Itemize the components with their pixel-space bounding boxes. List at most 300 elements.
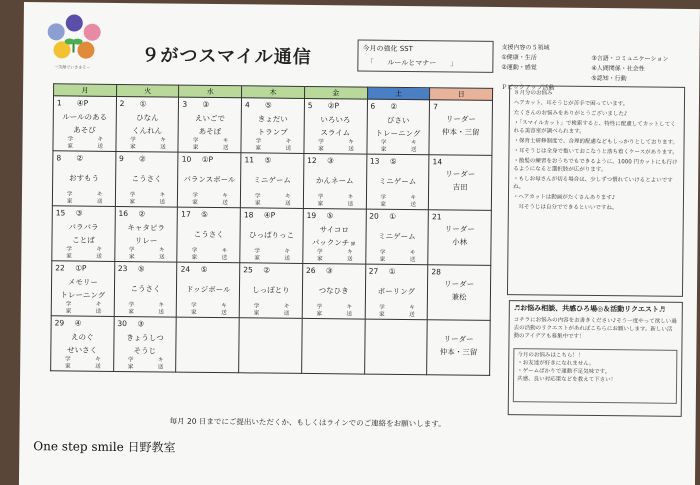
monthly-paragraph: ・ヘアカットは動画がたくさんあります♪ [512, 194, 616, 202]
calendar-day [116, 96, 179, 152]
day-number: 2 [119, 99, 125, 109]
domain-code: ③ [327, 156, 334, 166]
flag-school: 学 [380, 194, 386, 201]
flag-school: 学 [129, 247, 135, 254]
domain-code: ②P [327, 101, 340, 111]
attendance-flags [118, 137, 178, 152]
flag-ki: キ [347, 249, 353, 256]
attendance-flags [304, 304, 364, 319]
calendar-day [178, 97, 241, 153]
flag-transport: 送 [96, 253, 102, 260]
newsletter-sheet [19, 2, 700, 485]
calendar-day [365, 264, 428, 320]
day-number: 5 [307, 100, 313, 111]
flag-home: 家 [254, 255, 260, 262]
day-number: 9 [119, 154, 124, 164]
activity-line: キャタピラ [127, 223, 165, 233]
flag-home: 家 [65, 363, 71, 370]
flag-ki: キ [96, 191, 103, 198]
leader-assignment [428, 277, 490, 304]
activity-name [367, 114, 429, 141]
calendar-day [301, 318, 364, 374]
flag-school: 学 [379, 249, 386, 256]
activity-line: サイコロ [319, 225, 349, 235]
attendance-flags [242, 303, 302, 318]
logo-face-top [66, 14, 83, 31]
leader-assignment [429, 222, 491, 249]
flag-home: 家 [380, 201, 386, 208]
flag-transport: 送 [221, 310, 227, 317]
calendar-day [239, 263, 302, 319]
flag-ki: キ [284, 193, 291, 200]
day-number: 25 [243, 265, 253, 275]
calendar-day [365, 209, 428, 265]
activity-line: あそび [73, 125, 96, 135]
flag-transport: 送 [348, 146, 354, 153]
flag-home: 家 [255, 145, 262, 152]
day-number: 12 [307, 155, 317, 166]
day-number: 15 [55, 208, 66, 218]
activity-line: リーダー [444, 224, 475, 234]
attendance-flags [116, 357, 176, 372]
flag-home: 家 [317, 256, 323, 263]
activity-line: ドッジボール [185, 284, 231, 295]
activity-line: 仲本・三留 [439, 347, 478, 357]
flag-ki: キ [410, 195, 416, 202]
logo-face-left [48, 23, 65, 40]
calendar-day [177, 262, 240, 318]
activity-line: トレーニング [375, 128, 421, 139]
flag-home: 家 [66, 198, 73, 205]
flag-transport: 送 [159, 199, 166, 206]
calendar-day [366, 154, 429, 210]
attendance-flags [180, 193, 240, 208]
calendar-day [53, 96, 116, 152]
calendar-day [51, 316, 114, 372]
flag-home: 家 [254, 200, 261, 207]
flag-school: 学 [317, 194, 324, 201]
activity-line: トレーニング [60, 290, 106, 300]
attendance-flags [368, 195, 428, 210]
activity-line: スライム [320, 128, 351, 138]
flag-school: 学 [191, 247, 198, 254]
flag-school: 学 [380, 139, 387, 146]
attendance-flags [305, 249, 365, 264]
calendar-day [114, 206, 177, 262]
weekday-header-thu: 木 [242, 86, 305, 99]
area-item: Ｐピックアップ活動 [501, 84, 555, 92]
calendar-day [303, 208, 366, 264]
calendar-day [429, 155, 492, 211]
attendance-flags [179, 303, 239, 318]
monthly-paragraph: 耳そうじは自分でできるといいですね。 [512, 204, 618, 212]
newsletter-title: ９がつスマイル通信 [141, 45, 312, 69]
flag-school: 学 [253, 303, 260, 310]
flag-school: 学 [192, 137, 199, 144]
activity-line: メモリー [67, 277, 98, 287]
activity-line: 吉田 [452, 182, 468, 192]
day-number: 4 [244, 100, 250, 110]
calendar-day [240, 153, 303, 209]
calendar-day [52, 206, 115, 262]
activity-line: えのぐ [71, 332, 94, 342]
flag-home: 家 [379, 311, 385, 318]
flag-ki: キ [160, 137, 166, 144]
activity-line: リーダー [444, 279, 475, 289]
activity-line: ミニゲーム [378, 231, 416, 242]
activity-name [242, 112, 304, 139]
support-areas-heading: 支援内容の５領域 [501, 44, 550, 52]
calendar-day [429, 100, 492, 156]
flag-transport: 送 [347, 201, 354, 208]
footer-classroom: One step smile 日野教室 [33, 439, 176, 455]
flag-ki: キ [347, 194, 354, 201]
flag-transport: 送 [285, 145, 292, 152]
day-number: 27 [368, 266, 379, 276]
flag-transport: 送 [347, 256, 353, 263]
flag-transport: 送 [409, 312, 415, 319]
weekday-header-sun: 日 [430, 88, 493, 101]
flag-school: 学 [316, 304, 323, 311]
flag-home: 家 [129, 199, 136, 206]
activity-calendar [50, 83, 493, 376]
calendar-day [427, 265, 490, 321]
flag-school: 学 [318, 139, 324, 146]
day-number: 23 [117, 263, 128, 274]
attendance-flags [243, 138, 303, 153]
calendar-day [114, 261, 177, 317]
flag-school: 学 [66, 246, 72, 253]
flag-home: 家 [191, 309, 197, 316]
monthly-concerns-panel [507, 85, 685, 297]
activity-line: えいごで [194, 113, 226, 124]
day-number: 10 [181, 154, 192, 164]
domain-code: ①P [201, 154, 214, 164]
domain-code: ⑤ [201, 209, 208, 219]
weekday-header-sat: 土 [367, 87, 430, 100]
flag-home: 家 [66, 253, 72, 260]
activity-line: リーダー [443, 334, 474, 344]
attendance-flags [367, 305, 427, 320]
flag-ki: キ [95, 301, 102, 308]
attendance-flags [117, 192, 177, 207]
activity-line: ミニゲーム [378, 176, 417, 187]
activity-name [52, 275, 114, 302]
flag-ki: キ [221, 248, 228, 255]
domain-code: ② [76, 153, 84, 163]
domain-code: ⑤ [200, 264, 208, 274]
calendar-day [52, 151, 115, 207]
activity-line: きょうしつ [126, 333, 164, 343]
monthly-paragraph: ・もしお母さんが切る場合は、少しずつ慣れていけるとよいですね。 [513, 176, 673, 191]
attendance-flags [243, 193, 303, 208]
activity-name [366, 230, 428, 244]
day-number: 18 [243, 210, 254, 220]
flag-ki: キ [159, 192, 166, 199]
activity-line: リーダー [445, 114, 476, 124]
calendar-day [427, 320, 490, 376]
calendar-day [115, 151, 178, 207]
activity-name [115, 282, 177, 296]
flag-transport: 送 [96, 198, 103, 205]
day-number: 16 [118, 209, 129, 219]
leader-assignment [429, 167, 491, 194]
flag-home: 家 [316, 311, 323, 318]
day-number: 13 [369, 156, 380, 166]
flag-school: 学 [317, 249, 323, 256]
flag-transport: 送 [158, 309, 164, 316]
flag-home: 家 [191, 254, 198, 261]
flag-transport: 送 [410, 202, 416, 209]
day-number: 6 [370, 101, 376, 111]
weekday-header-wed: 水 [179, 85, 242, 98]
weekday-header-mon: 月 [54, 84, 117, 97]
calendar-day [51, 261, 114, 317]
flag-home: 家 [318, 146, 324, 153]
domain-code: ⑤ [137, 264, 145, 274]
flag-transport: 送 [95, 308, 102, 315]
activity-line: おすもう [68, 173, 100, 183]
flag-home: 家 [127, 364, 134, 371]
focus-value: 「 ルールとマナー 」 [366, 58, 458, 68]
flag-ki: キ [221, 303, 227, 310]
day-number: 28 [431, 267, 442, 277]
flag-ki: キ [222, 138, 229, 145]
activity-line: こうさく [131, 174, 162, 184]
flag-ki: キ [409, 250, 416, 257]
activity-line: いろいろ [320, 115, 351, 125]
monthly-paragraph: ・「スマイルカット」で検索すると、特性に配慮してカットしてくれる美容室が調べられます。 [513, 120, 676, 135]
domain-code: ② [390, 101, 398, 111]
day-number: 20 [369, 211, 379, 221]
activity-line: こうさく [130, 284, 161, 294]
domain-code: ①P [75, 263, 87, 273]
flag-ki: キ [284, 248, 290, 255]
monthly-paragraph: ・散髪の練習をおうちでもできるように、1000 円カットにも行けるようになると選択肢が広がります。 [513, 158, 678, 174]
flag-ki: キ [159, 247, 165, 254]
flag-transport: 送 [97, 143, 103, 150]
flag-home: 家 [130, 144, 136, 151]
area-item: ③言語・コミュニケーション [591, 54, 669, 63]
day-number: 19 [306, 210, 317, 221]
flag-ki: キ [348, 139, 354, 146]
flag-home: 家 [253, 310, 260, 317]
activity-line: トランプ [257, 127, 288, 137]
domain-code: ① [388, 266, 396, 276]
activity-name [304, 113, 366, 140]
flag-school: 学 [254, 193, 261, 200]
flag-transport: 送 [157, 364, 164, 371]
day-number: 8 [56, 153, 62, 163]
flag-school: 学 [254, 248, 260, 255]
flag-ki: キ [409, 305, 415, 312]
calendar-day [240, 208, 303, 264]
day-number: 22 [55, 263, 65, 273]
request-panel [508, 300, 683, 417]
calendar-day [239, 318, 302, 374]
request-line: ・ゲームばかりで運動不足気味です。 [517, 368, 611, 376]
monthly-paragraph: たくさんのお悩みをありがとうございました♪ [513, 110, 628, 118]
flag-school: 学 [379, 304, 385, 311]
monthly-paragraph: ・耳そうじは全身で抱いておこなうと落ち着くケースがあります。 [513, 148, 678, 156]
domain-code: ① [389, 211, 397, 221]
logo-tagline: 一笑顔でいきまそー [54, 64, 91, 70]
activity-line: せいさく [67, 345, 98, 355]
domain-code: ② [263, 265, 271, 275]
day-number: 30 [117, 318, 127, 329]
flag-school: 学 [66, 191, 73, 198]
flag-home: 家 [128, 309, 134, 316]
domain-code: ⑤ [264, 155, 272, 165]
logo-face-right [84, 24, 101, 41]
attendance-flags [242, 248, 302, 263]
activity-name [114, 331, 176, 358]
flag-transport: 送 [284, 200, 291, 207]
flag-ki: キ [346, 304, 353, 311]
activity-name [241, 173, 303, 187]
flag-school: 学 [127, 357, 134, 364]
flag-ki: キ [157, 357, 164, 364]
day-number: 24 [180, 264, 191, 274]
flag-transport: 送 [158, 254, 165, 261]
domain-code: ③ [202, 99, 210, 109]
calendar-day [241, 98, 304, 154]
flag-transport: 送 [221, 255, 228, 262]
flag-home: 家 [192, 199, 198, 206]
activity-name [240, 283, 302, 297]
activity-line: リレー [134, 236, 158, 246]
attendance-flags [181, 138, 241, 153]
flag-transport: 送 [409, 257, 416, 264]
activity-name [115, 221, 177, 248]
area-item: ④人間関係・社会性 [591, 64, 645, 73]
flag-ki: キ [283, 303, 290, 310]
domain-code: ④P [76, 98, 89, 108]
activity-name [367, 175, 429, 189]
attendance-flags [117, 247, 177, 262]
flag-transport: 送 [222, 200, 228, 207]
day-number: 17 [181, 209, 191, 219]
flag-school: 学 [130, 137, 136, 144]
flag-transport: 送 [283, 310, 290, 317]
activity-line: 小林 [452, 237, 468, 247]
attendance-flags [305, 194, 365, 209]
activity-line: びさい [386, 115, 410, 126]
day-number: 29 [54, 318, 65, 328]
flag-transport: 送 [95, 363, 101, 370]
weekday-header-tue: 火 [116, 84, 179, 97]
flag-school: 学 [65, 301, 72, 308]
area-item: ⑤認知・行動 [591, 74, 627, 83]
calendar-day [176, 317, 239, 373]
day-number: 1 [56, 98, 62, 108]
activity-name [178, 228, 240, 242]
activity-line: こうさく [193, 229, 224, 240]
leader-assignment [428, 332, 490, 359]
flag-ki: キ [95, 356, 101, 363]
activity-name [54, 110, 116, 137]
day-number: 26 [305, 265, 316, 276]
flag-school: 学 [255, 138, 262, 145]
activity-line: バラバラ [68, 222, 99, 232]
flag-school: 学 [67, 136, 74, 143]
domain-code: ③ [137, 319, 145, 329]
activity-line: ミニゲーム [253, 175, 291, 185]
submission-note: 毎月 20 日までにご提出いただくか、もしくはラインでのご連絡をお願いします。 [169, 416, 446, 429]
domain-code: ① [139, 99, 147, 109]
request-line: 今月のお悩みはこちら！！ [517, 352, 584, 359]
area-item: ②運動・感覚 [501, 64, 537, 72]
activity-line: ひっぱりっこ [248, 230, 295, 240]
weekday-header-fri: 金 [304, 86, 367, 99]
activity-name [53, 171, 115, 185]
activity-line: 兼松 [451, 292, 467, 302]
day-number: 14 [432, 157, 443, 167]
activity-line: くんれん [132, 126, 163, 136]
calendar-day [364, 319, 427, 375]
monthly-heading: ８月分のお悩み [514, 90, 553, 97]
calendar-day [113, 316, 176, 372]
flag-home: 家 [128, 254, 135, 261]
attendance-flags [55, 191, 115, 206]
activity-name [116, 172, 178, 186]
logo [45, 14, 102, 65]
activity-line: ルールのある [62, 112, 108, 122]
flag-school: 学 [128, 302, 135, 309]
day-number: 11 [244, 155, 255, 165]
activity-line: パックンチョ [311, 238, 357, 248]
area-item: ①健康・生活 [501, 54, 537, 62]
flag-ki: キ [96, 246, 102, 253]
activity-line: 仲本・三留 [441, 127, 480, 137]
domain-code: ⑤ [326, 211, 334, 221]
request-line: ・お友達が好きになれません。 [517, 360, 595, 367]
activity-name [178, 173, 240, 187]
domain-code: ④P [263, 210, 276, 220]
calendar-day [304, 98, 367, 154]
domain-code: ④ [74, 318, 82, 328]
flag-transport: 送 [160, 144, 166, 151]
activity-line: ひなん [136, 113, 159, 123]
calendar-day [178, 152, 241, 208]
attendance-flags [369, 140, 429, 155]
monthly-paragraph: ヘアカット、耳そうじが苦手で困っています。 [513, 100, 629, 108]
request-entry-box [513, 348, 678, 404]
flag-school: 学 [191, 302, 197, 309]
domain-code: ② [138, 209, 146, 219]
activity-name [179, 112, 241, 139]
attendance-flags [55, 136, 115, 151]
day-number: 3 [182, 99, 188, 109]
domain-code: ② [139, 154, 146, 164]
activity-name [241, 228, 303, 242]
flag-home: 家 [65, 308, 72, 315]
flag-ki: キ [158, 302, 165, 309]
activity-name [177, 283, 239, 297]
activity-line: つなひき [318, 286, 349, 296]
calendar-day [177, 207, 240, 263]
domain-code: ③ [75, 208, 83, 218]
domain-code: ⑤ [389, 156, 397, 166]
flag-home: 家 [192, 144, 199, 151]
activity-name [303, 223, 365, 250]
day-number: 21 [431, 212, 442, 222]
attendance-flags [367, 250, 427, 265]
activity-line: ことば [72, 235, 95, 245]
flag-transport: 送 [346, 311, 353, 318]
flag-ki: キ [285, 138, 292, 145]
flag-transport: 送 [222, 145, 229, 152]
